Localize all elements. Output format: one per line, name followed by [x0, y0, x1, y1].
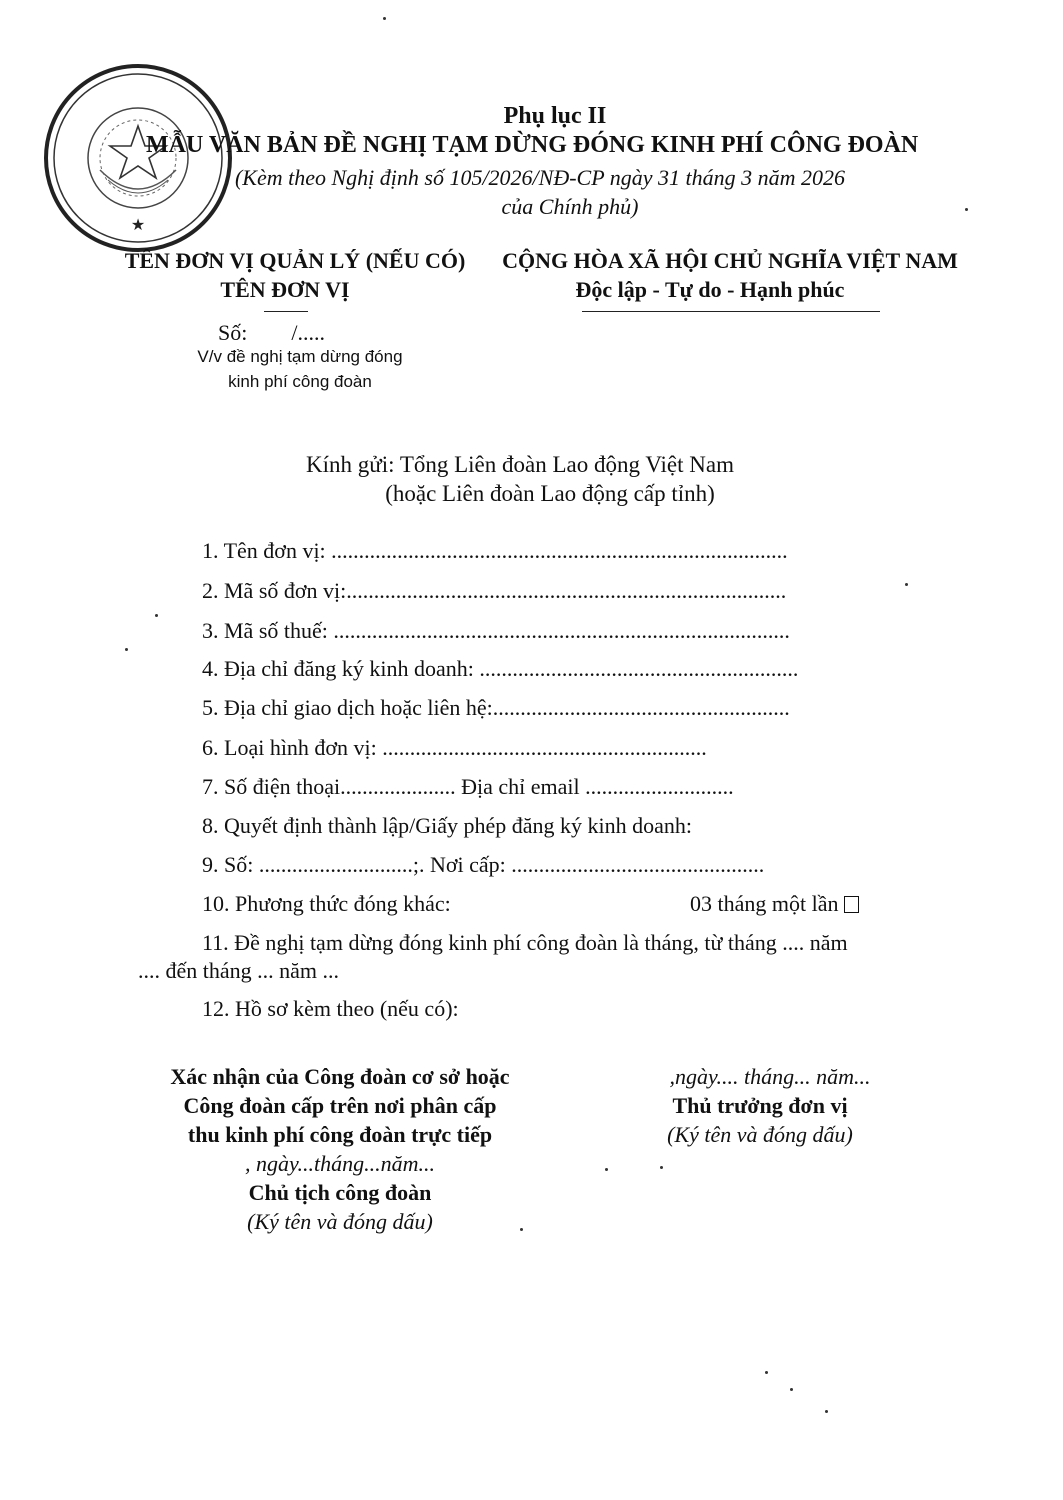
motto-underline [582, 311, 880, 312]
unit-name: TÊN ĐƠN VỊ [220, 277, 350, 302]
form-title: MẪU VĂN BẢN ĐỀ NGHỊ TẠM DỪNG ĐÓNG KINH PHÍ CÔNG ĐOÀN [146, 132, 919, 158]
document-subject-line2: kinh phí công đoàn [228, 372, 372, 391]
scan-speck [905, 583, 908, 586]
union-chairman-title: Chủ tịch công đoàn [248, 1180, 432, 1205]
union-confirmation-title-3: thu kinh phí công đoàn trực tiếp [187, 1122, 493, 1147]
national-motto: Độc lập - Tự do - Hạnh phúc [575, 277, 845, 302]
field-number-issuer: 9. Số: ............................;. Nơi cấp: .............................................. [202, 852, 765, 877]
recipient-line: Kính gửi: Tổng Liên đoàn Lao động Việt Nam [305, 452, 734, 477]
field-payment-method: 10. Phương thức đóng khác: [202, 891, 451, 916]
field-unit-code: 2. Mã số đơn vị:................................................................................ [202, 578, 787, 603]
field-phone-email: 7. Số điện thoại..................... Địa chỉ email ........................... [202, 774, 734, 799]
scan-speck [383, 17, 386, 20]
decree-reference: (Kèm theo Nghị định số 105/2026/NĐ-CP ngày 31 tháng 3 năm 2026 [234, 165, 846, 190]
field-tax-code: 3. Mã số thuế: ................................................................................... [202, 618, 790, 643]
managing-unit-name: TÊN ĐƠN VỊ QUẢN LÝ (NẾU CÓ) [124, 248, 466, 273]
union-confirmation-date: , ngày...tháng...năm... [244, 1151, 436, 1176]
document-number: Số: /..... [218, 320, 325, 345]
document-subject-line1: V/v đề nghị tạm dừng đóng [197, 347, 403, 366]
field-suspension-period: 11. Đề nghị tạm dừng đóng kinh phí công đoàn là tháng, từ tháng .... năm [202, 930, 848, 955]
recipient-alternative: (hoặc Liên đoàn Lao động cấp tỉnh) [385, 481, 715, 506]
scan-speck [660, 1166, 663, 1169]
head-of-unit-title: Thủ trưởng đơn vị [672, 1093, 848, 1118]
field-establishment-decision: 8. Quyết định thành lập/Giấy phép đăng ký kinh doanh: [202, 813, 693, 838]
unit-name-underline [264, 311, 308, 312]
decree-reference-issuer: của Chính phủ) [501, 194, 639, 219]
field-suspension-period-cont: .... đến tháng ... năm ... [138, 958, 340, 983]
union-confirmation-title-2: Công đoàn cấp trên nơi phân cấp [183, 1093, 497, 1118]
head-signature-date: ,ngày.... tháng... năm... [669, 1064, 871, 1089]
field-business-address: 4. Địa chỉ đăng ký kinh doanh: .......................................................... [202, 656, 799, 681]
union-sign-note: (Ký tên và đóng dấu) [247, 1209, 433, 1234]
scan-speck [520, 1228, 523, 1231]
head-sign-note: (Ký tên và đóng dấu) [667, 1122, 853, 1147]
payment-option-checkbox[interactable] [844, 896, 859, 913]
appendix-label: Phụ lục II [503, 103, 607, 129]
payment-option-label: 03 tháng một lần [690, 891, 839, 916]
union-confirmation-title: Xác nhận của Công đoàn cơ sở hoặc [170, 1064, 510, 1089]
svg-text:★: ★ [130, 215, 146, 234]
payment-option-quarterly [690, 891, 859, 917]
scan-speck [125, 648, 128, 651]
field-unit-name: 1. Tên đơn vị: ................................................................................... [202, 538, 788, 563]
scan-speck [605, 1168, 608, 1171]
field-attachments: 12. Hồ sơ kèm theo (nếu có): [202, 996, 459, 1021]
field-unit-type: 6. Loại hình đơn vị: ........................................................... [202, 735, 707, 760]
national-name: CỘNG HÒA XÃ HỘI CHỦ NGHĨA VIỆT NAM [502, 248, 958, 273]
scan-speck [825, 1410, 828, 1413]
scan-speck [765, 1371, 768, 1374]
scan-speck [790, 1388, 793, 1391]
field-contact-address: 5. Địa chỉ giao dịch hoặc liên hệ:...................................................... [202, 695, 790, 720]
scan-speck [965, 208, 968, 211]
scan-speck [155, 614, 158, 617]
